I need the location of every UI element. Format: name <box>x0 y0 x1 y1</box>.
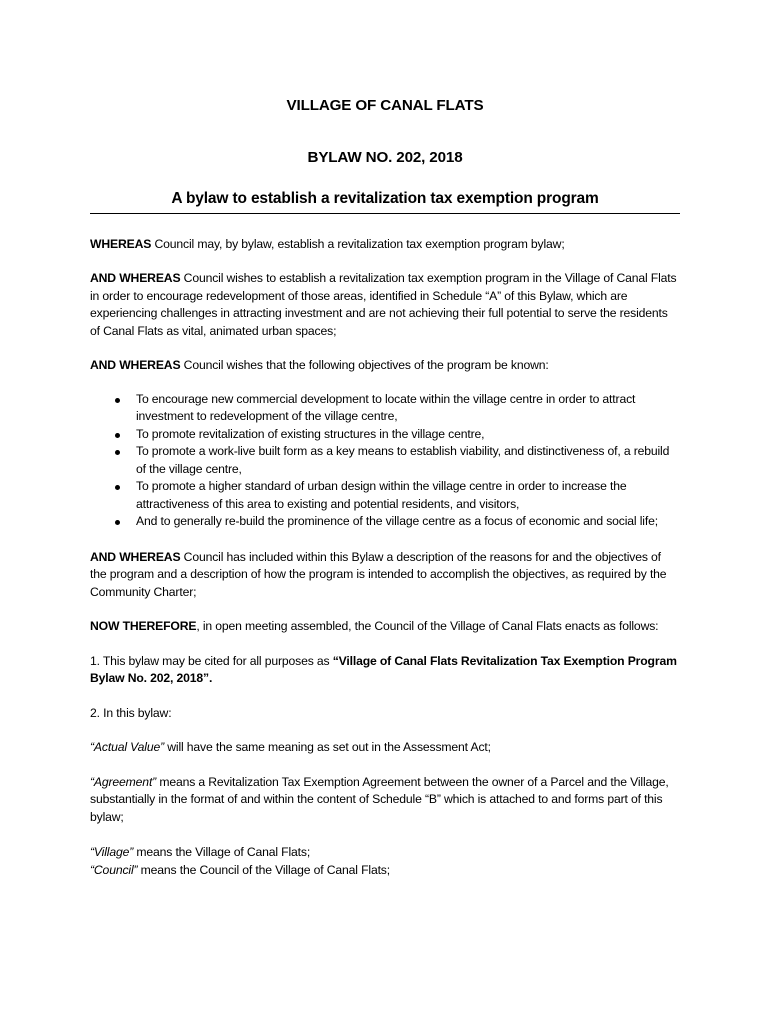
enactment-text: , in open meeting assembled, the Council of the Village of Canal Flats enacts as follows: <box>196 619 659 633</box>
definition-text: means a Revitalization Tax Exemption Agreement between the owner of a Parcel and the Village, substantially in the format of and within the content of Schedule “B” which is attached to and forms part of this bylaw; <box>90 774 669 824</box>
bullet-icon <box>115 520 120 525</box>
objective-text: And to generally re-build the prominence of the village centre as a focus of economic and social life; <box>136 514 658 528</box>
objective-text: To encourage new commercial development to locate within the village centre in order to attract investment to redevelopment of the village centre, <box>136 391 636 423</box>
enactment-paragraph <box>90 618 680 636</box>
whereas-lead: AND WHEREAS <box>90 358 181 372</box>
definition-term: “Actual Value” <box>90 740 164 754</box>
whereas-text: Council has included within this Bylaw a description of the reasons for and the objectives of the program and a description of how the program is intended to accomplish the objectives, as required by the Community Charter; <box>90 549 667 599</box>
bullet-icon <box>115 450 120 455</box>
list-item <box>90 443 680 478</box>
whereas-text: Council wishes to establish a revitalization tax exemption program in the Village of Canal Flats in order to encourage redevelopment of those areas, identified in Schedule “A” of this Bylaw, which are experiencing challenges in attracting investment and are not achieving their full potential to serve the residents of Canal Flats as vital, animated urban spaces; <box>90 271 677 338</box>
list-item <box>90 391 680 426</box>
definition-term: “Agreement” <box>90 774 157 789</box>
section-2: 2. In this bylaw: <box>90 705 172 720</box>
bullet-icon <box>115 398 120 403</box>
definition-term: “Council” <box>90 862 138 877</box>
whereas-text: Council wishes that the following objectives of the program be known: <box>180 358 549 372</box>
list-item <box>90 513 680 531</box>
bullet-icon <box>115 433 120 438</box>
whereas-paragraph-4 <box>90 549 680 602</box>
objective-text: To promote a higher standard of urban design within the village centre in order to increase the attractiveness of this area to existing and potential residents, and visitors, <box>136 479 627 511</box>
document-body <box>90 90 680 879</box>
bylaw-number: BYLAW NO. 202, 2018 <box>307 148 463 166</box>
list-item <box>90 478 680 513</box>
definition-village <box>90 844 680 862</box>
title-divider <box>90 213 680 214</box>
definition-actual-value <box>90 739 680 757</box>
objectives-list <box>90 391 680 531</box>
definition-council <box>90 862 680 880</box>
whereas-paragraph-2 <box>90 270 680 340</box>
whereas-lead: WHEREAS <box>90 236 152 251</box>
whereas-lead: AND WHEREAS <box>90 271 181 285</box>
whereas-paragraph-3 <box>90 357 680 375</box>
definition-text: means the Council of the Village of Canal Flats; <box>137 862 390 877</box>
section-1-text: 1. This bylaw may be cited for all purposes as <box>90 653 333 668</box>
bullet-icon <box>115 485 120 490</box>
definition-text: means the Village of Canal Flats; <box>133 845 311 859</box>
section-1 <box>90 653 680 688</box>
objective-text: To promote a work-live built form as a key means to establish viability, and distinctiveness of, a rebuild of the village centre, <box>136 444 670 476</box>
list-item <box>90 426 680 444</box>
village-title: VILLAGE OF CANAL FLATS <box>286 97 484 114</box>
definition-text: will have the same meaning as set out in the Assessment Act; <box>164 740 491 754</box>
whereas-lead: AND WHEREAS <box>90 549 181 564</box>
definition-term: “Village” <box>90 845 134 859</box>
bylaw-subtitle: A bylaw to establish a revitalization tax exemption program <box>171 190 599 207</box>
whereas-text: Council may, by bylaw, establish a revitalization tax exemption program bylaw; <box>151 236 565 251</box>
bylaw-citation: “Village of Canal Flats Revitalization Tax Exemption Program Bylaw No. 202, 2018”. <box>90 653 677 685</box>
definition-agreement <box>90 774 680 827</box>
now-therefore-lead: NOW THEREFORE <box>90 619 197 633</box>
whereas-paragraph-1 <box>90 236 680 254</box>
objective-text: To promote revitalization of existing structures in the village centre, <box>136 426 485 441</box>
